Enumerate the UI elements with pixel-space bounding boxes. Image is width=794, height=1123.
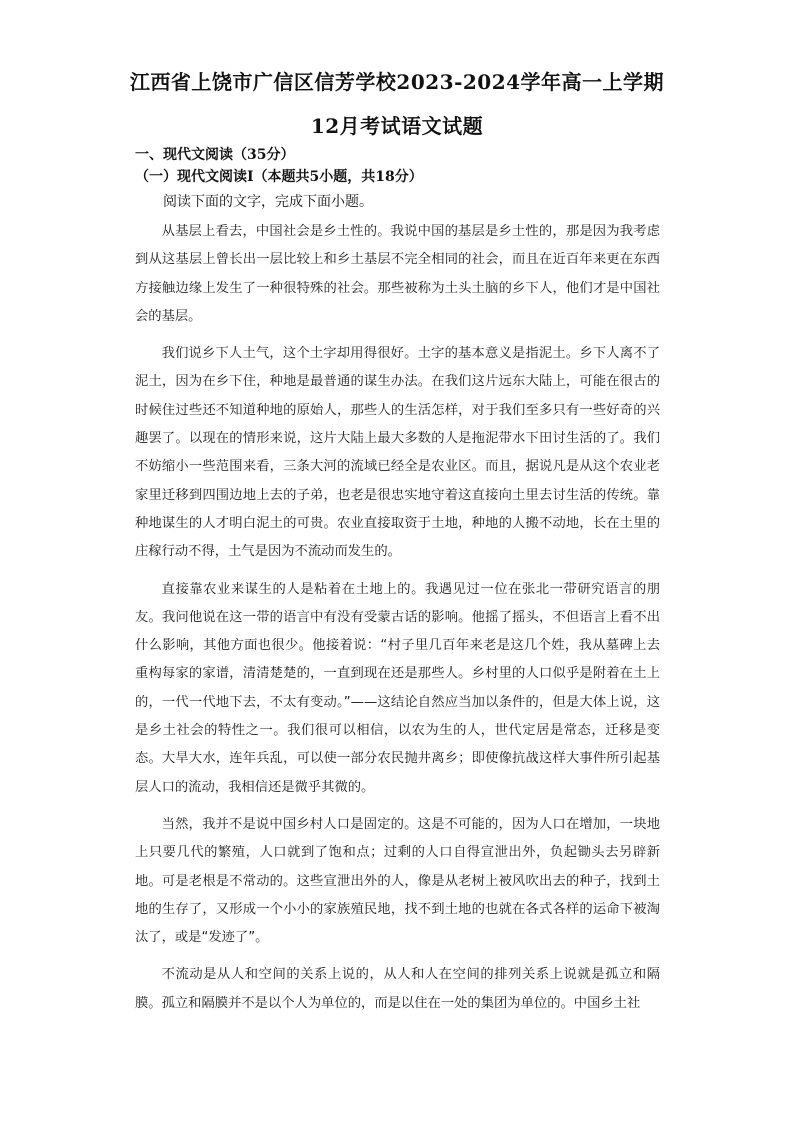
document-title-line-1: 江西省上饶市广信区信芳学校2023-2024学年高一上学期 [129,70,665,94]
section-heading-reading-1: （一）现代文阅读Ⅰ（本题共5小题，共18分） [135,169,423,185]
passage-paragraph: 不流动是从人和空间的关系上说的，从人和人在空间的排列关系上说就是孤立和隔膜。孤立和隔膜并不是以个人为单位的，而是以住在一处的集团为单位的。中国乡土社 [135,967,660,1011]
reading-passage [135,218,660,1027]
passage-paragraph: 直接靠农业来谋生的人是粘着在土地上的。我遇见过一位在张北一带研究语言的朋友。我问他说在这一带的语言中有没有受蒙古话的影响。他摇了摇头，不但语言上看不出什么影响，其他方面也很少。他接着说：“村子里几百年来老是这几个姓，我从墓碑上去重构每家的家谱，清清楚楚的，一直到现在还是那些人。乡村里的人口似乎是附着在土上的，一代一代地下去，不太有变动。”——这结论自然应当加以条件的，但是大体上说，这是乡土社会的特性之一。我们很可以相信，以农为生的人，世代定居是常态，迁移是变态。大旱大水，连年兵乱，可以使一部分农民抛井离乡；即使像抗战这样大事件所引起基层人口的流动，我相信还是微乎其微的。 [135,581,660,795]
reading-instruction: 阅读下面的文字，完成下面小题。 [163,194,373,210]
passage-paragraph: 当然，我并不是说中国乡村人口是固定的。这是不可能的，因为人口在增加，一块地上只要几代的繁殖，人口就到了饱和点；过剩的人口自得宣泄出外，负起锄头去另辟新地。可是老根是不常动的。这些宣泄出外的人，像是从老树上被风吹出去的种子，找到土地的生存了，又形成一个小小的家族殖民地，找不到土地的也就在各式各样的运命下被淘汰了，或是“发迹了”。 [135,816,660,946]
document-title-line-2: 12月考试语文试题 [310,114,484,138]
passage-paragraph: 我们说乡下人土气，这个土字却用得很好。土字的基本意义是指泥土。乡下人离不了泥土，因为在乡下住，种地是最普通的谋生办法。在我们这片远东大陆上，可能在很古的时候住过些还不知道种地的原始人，那些人的生活怎样，对于我们至多只有一些好奇的兴趣罢了。以现在的情形来说，这片大陆上最大多数的人是拖泥带水下田讨生活的了。我们不妨缩小一些范围来看，三条大河的流域已经全是农业区。而且，据说凡是从这个农业老家里迁移到四围边地上去的子弟，也老是很忠实地守着这直接向土里去讨生活的传统。靠种地谋生的人才明白泥土的可贵。农业直接取资于土地，种地的人搬不动地，长在土里的庄稼行动不得，土气是因为不流动而发生的。 [135,346,660,560]
passage-paragraph: 从基层上看去，中国社会是乡土性的。我说中国的基层是乡土性的，那是因为我考虑到从这基层上曾长出一层比较上和乡土基层不完全相同的社会，而且在近百年来更在东西方接触边缘上发生了一种很特殊的社会。那些被称为土头土脑的乡下人，他们才是中国社会的基层。 [135,224,660,324]
section-heading-part1: 一、现代文阅读（35分） [135,147,295,163]
